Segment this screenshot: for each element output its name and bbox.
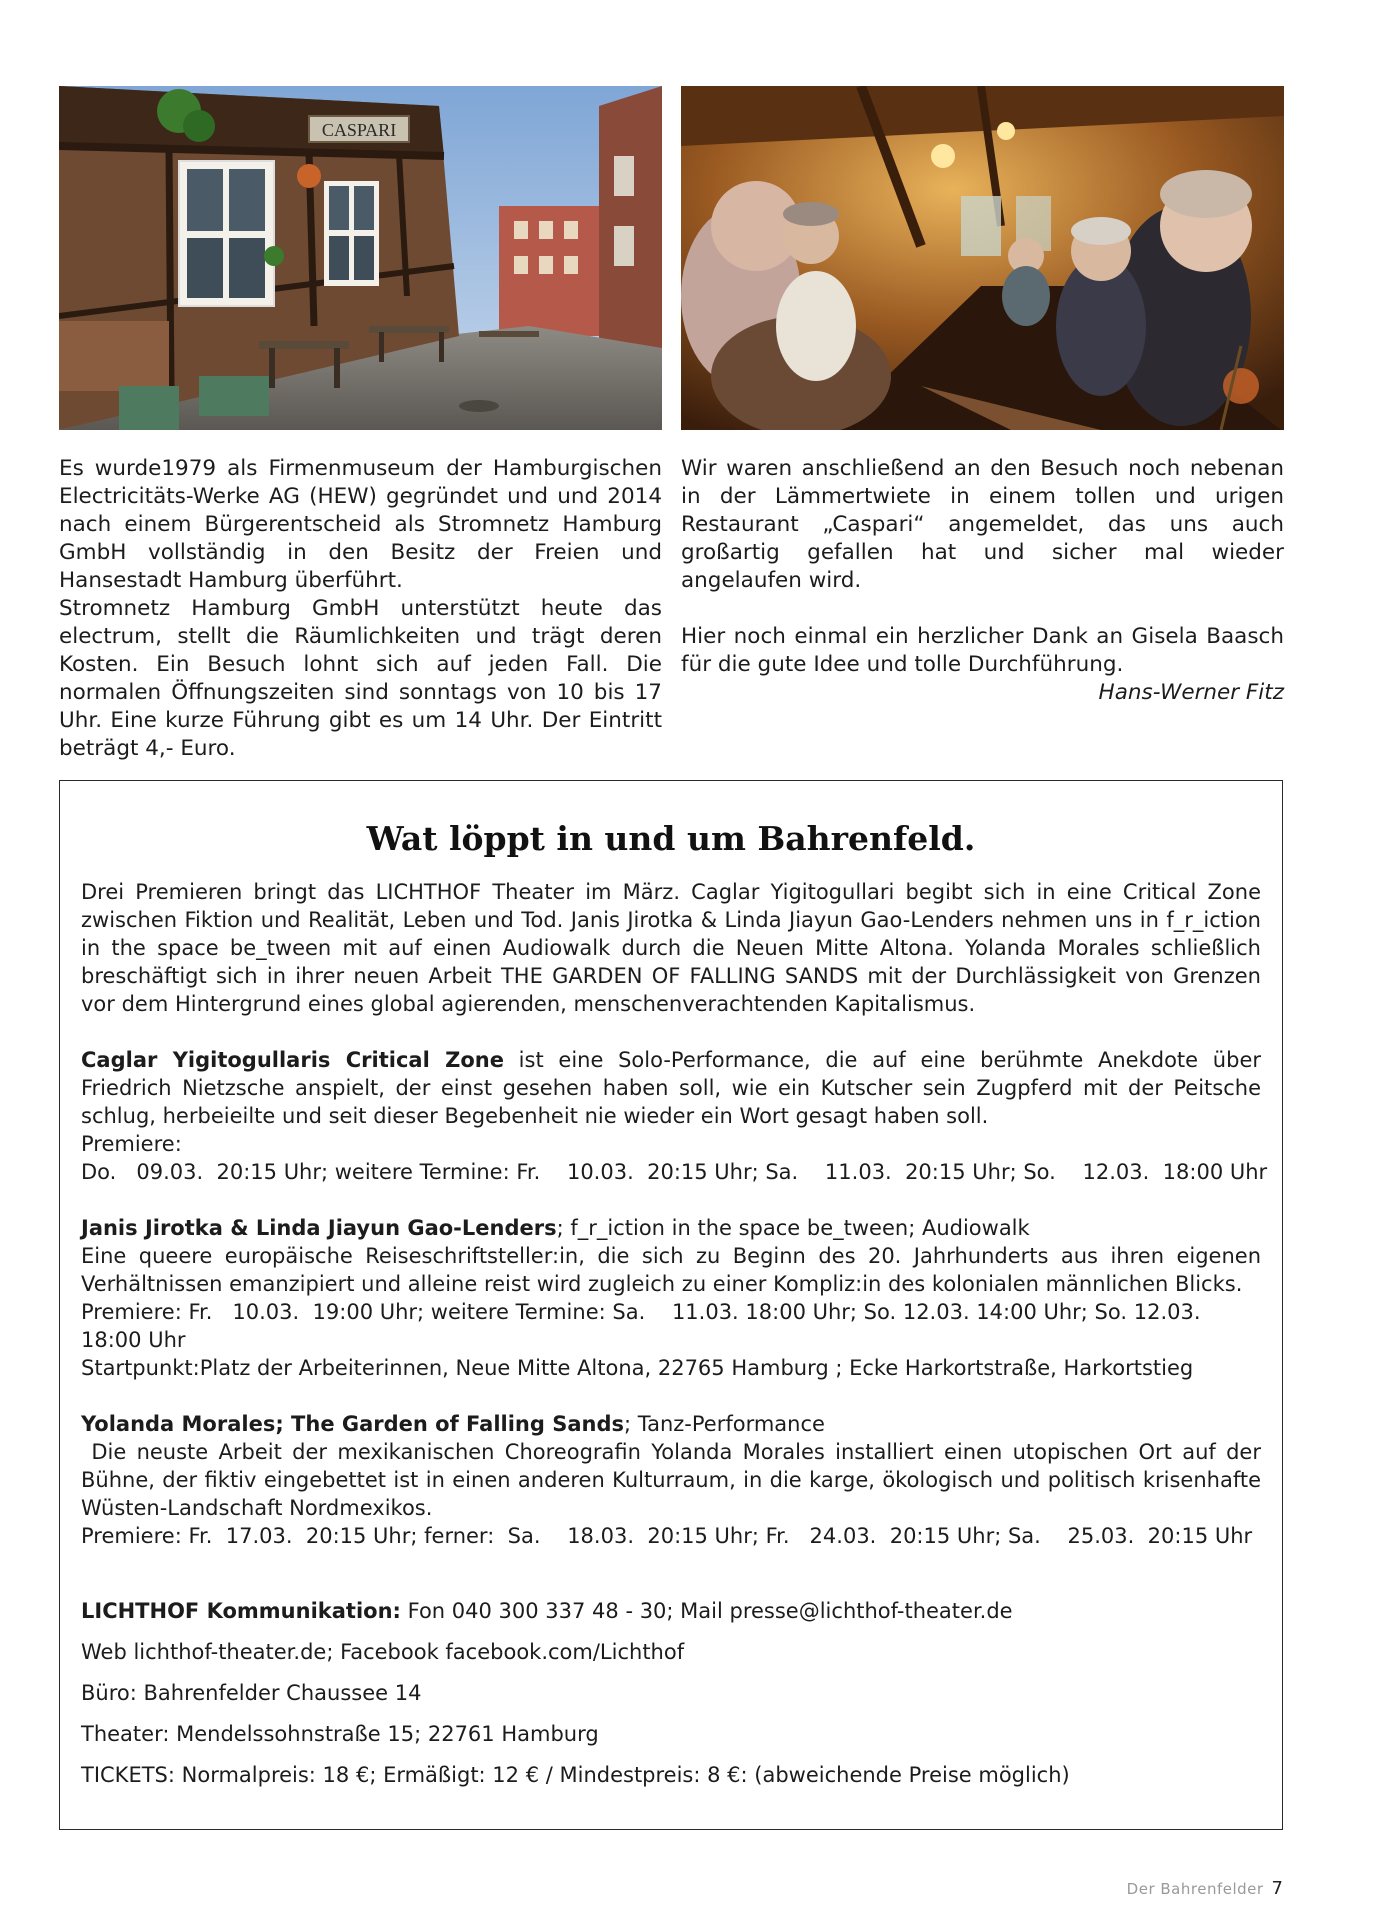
- street-scene-illustration: [59, 86, 662, 430]
- article-right-column: [681, 455, 1284, 707]
- photo-restaurant-interior: [681, 86, 1284, 430]
- event-critical-zone: [81, 1046, 1261, 1130]
- magazine-name: Der Bahrenfelder: [1126, 1880, 1264, 1898]
- museum-visit-paragraph: Stromnetz Hamburg GmbH unterstützt heute das electrum, stellt die Räumlichkeiten und trägt deren Kosten. Ein Besuch lohnt sich auf jeden Fall. Die normalen Öffnungszeiten sind sonntags von 10 bis 17 Uhr. Eine kurze Führung gibt es um 14 Uhr. Der Eintritt beträgt 4,- Euro.: [59, 596, 662, 761]
- contact-block: [81, 1591, 1261, 1796]
- article-left-column: [59, 455, 662, 763]
- event-description: Die neuste Arbeit der mexikanischen Choreografin Yolanda Morales installiert einen utopischen Ort auf der Bühne, der fiktiv eingebettet ist in einen anderen Kulturraum, in die karge, ökologisch und politisch krisenhafte Wüsten-Landschaft Nordmexikos.: [81, 1440, 1268, 1520]
- event-premiere-label: Premiere:: [81, 1132, 182, 1156]
- event-description: Eine queere europäische Reiseschriftsteller:in, die sich zu Beginn des 20. Jahrhunderts aus ihren eigenen Verhältnissen emanzipiert und alleine reist wird zugleich zu einer Kompliz:in des kolonialen männlichen Blicks.: [81, 1244, 1261, 1296]
- event-title: Yolanda Morales; The Garden of Falling Sands: [81, 1412, 624, 1436]
- contact-phone-mail: Fon 040 300 337 48 - 30; Mail presse@lichthof-theater.de: [400, 1599, 1013, 1623]
- photo-caspari-street: [59, 86, 662, 430]
- contact-office: Büro: Bahrenfelder Chaussee 14: [81, 1681, 422, 1705]
- contact-communication: [81, 1591, 1261, 1632]
- event-title: Janis Jirotka & Linda Jiayun Gao-Lenders: [81, 1216, 557, 1240]
- thanks-paragraph: Hier noch einmal ein herzlicher Dank an Gisela Baasch für die gute Idee und tolle Durchführung.: [681, 624, 1284, 677]
- events-box: [59, 780, 1283, 1830]
- author-signature: Hans-Werner Fitz: [1098, 680, 1284, 705]
- events-box-body: [81, 878, 1268, 1550]
- contact-label: LICHTHOF Kommunikation:: [81, 1599, 401, 1623]
- event-start-point: Startpunkt:Platz der Arbeiterinnen, Neue Mitte Altona, 22765 Hamburg ; Ecke Harkortstraße, Harkortstieg: [81, 1356, 1194, 1380]
- event-dates: Do. 09.03. 20:15 Uhr; weitere Termine: Fr. 10.03. 20:15 Uhr; Sa. 11.03. 20:15 Uhr; So. 12.03. 18:00 Uhr: [81, 1160, 1268, 1184]
- restaurant-scene-illustration: [681, 86, 1284, 430]
- museum-history-paragraph: Es wurde1979 als Firmenmuseum der Hamburgischen Electricitäts-Werke AG (HEW) gegründet und und 2014 nach einem Bürgerentscheid als Stromnetz Hamburg GmbH vollständig in den Besitz der Freien und Hansestadt Hamburg überführt.: [59, 456, 662, 593]
- event-dates: Premiere: Fr. 17.03. 20:15 Uhr; ferner: Sa. 18.03. 20:15 Uhr; Fr. 24.03. 20:15 Uhr; Sa. 25.03. 20:15 Uhr: [81, 1524, 1253, 1548]
- page-footer: [1127, 1878, 1283, 1899]
- contact-theater-address: Theater: Mendelssohnstraße 15; 22761 Hamburg: [81, 1722, 599, 1746]
- event-subtitle: ; f_r_iction in the space be_tween; Audiowalk: [556, 1216, 1030, 1240]
- event-friction: [81, 1214, 1261, 1242]
- contact-web: Web lichthof-theater.de; Facebook facebook.com/Lichthof: [81, 1640, 685, 1664]
- events-box-title: Wat löppt in und um Bahrenfeld.: [366, 819, 976, 858]
- page-number: 7: [1271, 1878, 1283, 1899]
- restaurant-paragraph: Wir waren anschließend an den Besuch noch nebenan in der Lämmertwiete in einem tollen und urigen Restaurant „Caspari“ angemeldet, das uns auch großartig gefallen hat und sicher mal wieder angelaufen wird.: [681, 456, 1284, 593]
- events-intro: Drei Premieren bringt das LICHTHOF Theater im März. Caglar Yigitogullari begibt sich in eine Critical Zone zwischen Fiktion und Realität, Leben und Tod. Janis Jirotka & Linda Jiayun Gao-Lenders nehmen uns in f_r_iction in the space be_tween mit auf einen Audiowalk durch die Neuen Mitte Altona. Yolanda Morales schließlich breschäftigt sich in ihrer neuen Arbeit THE GARDEN OF FALLING SANDS mit der Durchlässigkeit von Grenzen vor dem Hintergrund eines global agierenden, menschenverachtenden Kapitalismus.: [81, 880, 1261, 1016]
- event-dates: Premiere: Fr. 10.03. 19:00 Uhr; weitere Termine: Sa. 11.03. 18:00 Uhr; So. 12.03. 14:00 Uhr; So. 12.03. 18:00 Uhr: [81, 1300, 1214, 1352]
- event-garden-of-falling-sands: [81, 1410, 1261, 1438]
- event-subtitle: ; Tanz-Performance: [624, 1412, 825, 1436]
- event-title: Caglar Yigitogullaris Critical Zone: [81, 1048, 504, 1072]
- caspari-sign: CASPARI: [321, 120, 397, 140]
- contact-tickets: TICKETS: Normalpreis: 18 €; Ermäßigt: 12 € / Mindestpreis: 8 €: (abweichende Preise möglich): [81, 1763, 1070, 1787]
- event-description: ist eine Solo-Performance, die auf eine berühmte Anekdote über Friedrich Nietzsche anspielt, der einst gesehen haben soll, wie ein Kutscher sein Zugpferd mit der Peitsche schlug, herbeieilte und seit dieser Begebenheit nie wieder ein Wort gesagt haben soll.: [81, 1048, 1261, 1128]
